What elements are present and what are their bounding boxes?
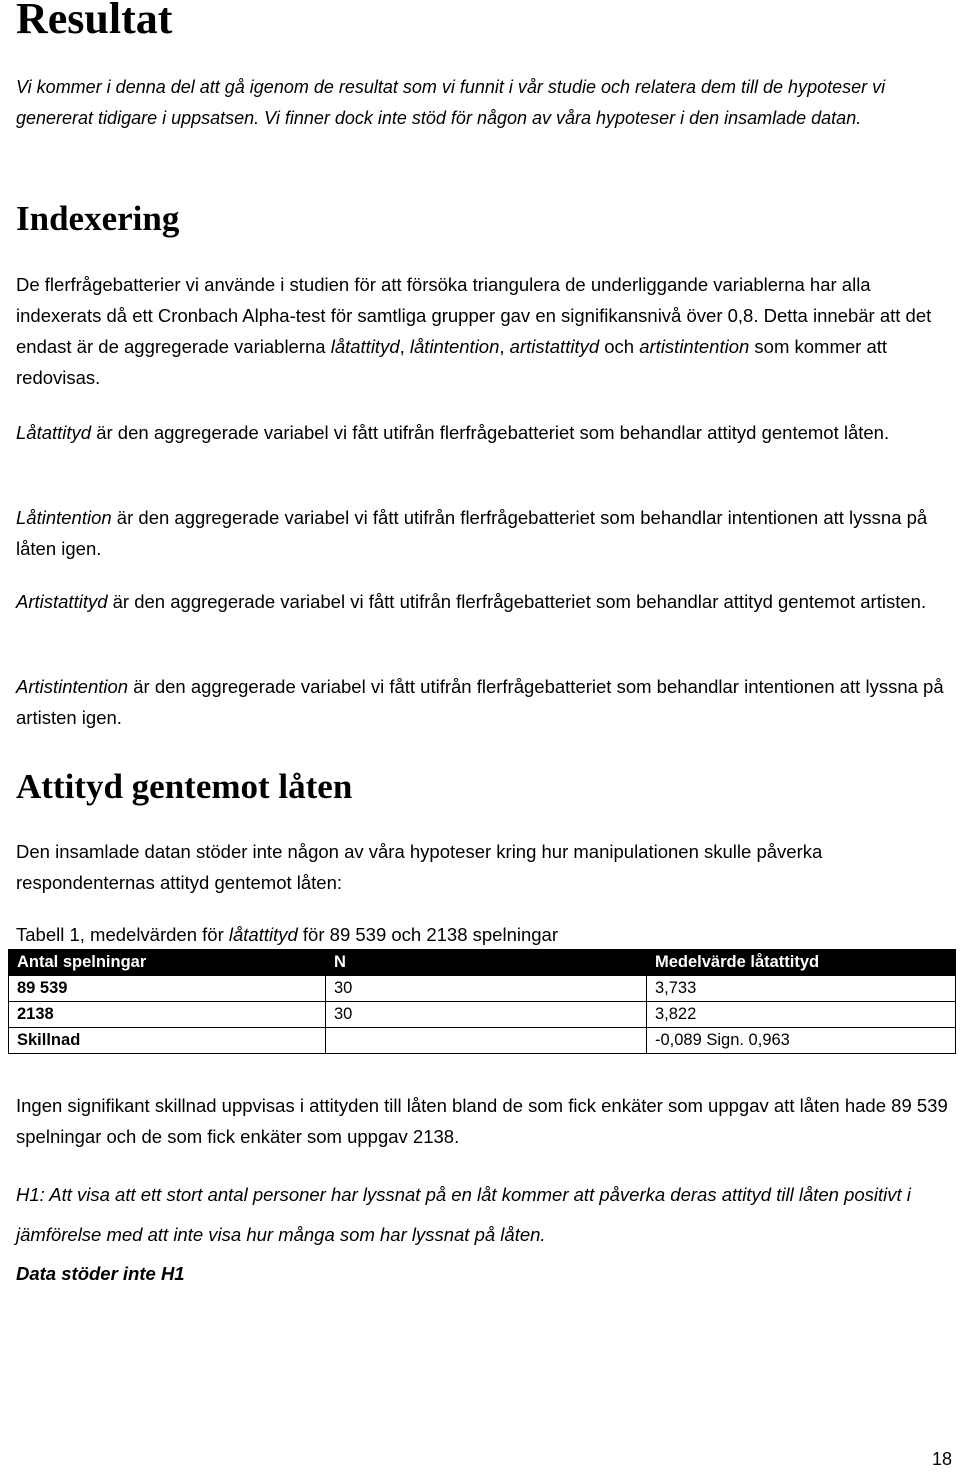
table-header-row [9,950,956,976]
variable-latintention: låtintention [409,336,500,357]
cell-spelningar: 89 539 [9,976,326,1002]
cell-skillnad-value: -0,089 Sign. 0,963 [647,1028,956,1054]
heading-resultat: Resultat [16,0,173,43]
indexering-paragraph [16,269,956,393]
cell-n: 30 [326,976,647,1002]
definition-artistattityd [16,586,956,617]
variable-artistattityd: artistattityd [509,336,600,357]
definition-text: är den aggregerade variabel vi fått utifrån flerfrågebatteriet som behandlar attityd gentemot låten. [91,422,890,443]
table-caption-variable: låtattityd [228,924,298,945]
indexering-text: De flerfrågebatterier vi använde i studien för att försöka triangulera de underliggande variablerna har alla indexerats då ett Cronbach Alpha-test för samtliga grupper gav en signifikansnivå över 0,8. Detta innebär att det endast är de aggregerade variablerna [16,274,932,357]
results-table [8,949,956,1054]
table-caption [16,922,558,948]
header-antal-spelningar: Antal spelningar [9,950,326,976]
definition-text: är den aggregerade variabel vi fått utifrån flerfrågebatteriet som behandlar attityd gentemot artisten. [107,591,927,612]
cell-spelningar: 2138 [9,1002,326,1028]
conclusion-h1: Data stöder inte H1 [16,1263,185,1284]
heading-attityd-gentemot-laten: Attityd gentemot låten [16,767,353,806]
definition-term: Artistattityd [16,591,108,612]
attityd-paragraph: Den insamlade datan stöder inte någon av våra hypoteser kring hur manipulationen skulle påverka respondenternas attityd gentemot låten: [16,841,823,893]
header-n: N [326,950,647,976]
cell-n: 30 [326,1002,647,1028]
definition-latintention [16,502,956,564]
conjunction: och [599,336,640,357]
table-caption-post: för 89 539 och 2138 spelningar [297,924,559,945]
definition-term: Låtattityd [16,422,92,443]
table-row [9,1028,956,1054]
definition-latattityd [16,417,956,448]
table-caption-pre: medelvärden för [84,924,229,945]
header-medelvarde: Medelvärde låtattityd [647,950,956,976]
page-number: 18 [931,1449,952,1469]
cell-skillnad-label: Skillnad [9,1028,326,1054]
table-row [9,976,956,1002]
separator: , [499,336,510,357]
definition-term: Låtintention [16,507,112,528]
indexering-text-end: som kommer att redovisas. [16,336,888,388]
result-paragraph: Ingen signifikant skillnad uppvisas i attityden till låten bland de som fick enkäter som uppgav att låten hade 89 539 spelningar och de som fick enkäter som uppgav 2138. [16,1095,948,1147]
hypothesis-h1: H1: Att visa att ett stort antal personer har lyssnat på en låt kommer att påverka deras attityd till låten positivt i jämförelse med att inte visa hur många som har lyssnat på låten. [16,1184,911,1245]
separator: , [399,336,410,357]
definition-artistintention [16,671,956,733]
cell-n [326,1028,647,1054]
variable-artistintention: artistintention [639,336,750,357]
definition-text: är den aggregerade variabel vi fått utifrån flerfrågebatteriet som behandlar intentionen att lyssna på artisten igen. [16,676,944,728]
table-row [9,1002,956,1028]
cell-medelvarde: 3,822 [647,1002,956,1028]
definition-text: är den aggregerade variabel vi fått utifrån flerfrågebatteriet som behandlar intentionen att lyssna på låten igen. [16,507,928,559]
cell-medelvarde: 3,733 [647,976,956,1002]
definition-term: Artistintention [16,676,129,697]
table-caption-label: Tabell 1, [16,924,85,945]
heading-indexering: Indexering [16,199,180,238]
intro-paragraph: Vi kommer i denna del att gå igenom de resultat som vi funnit i vår studie och relatera dem till de hypoteser vi genererat tidigare i uppsatsen. Vi finner dock inte stöd för någon av våra hypoteser i den insamlade datan. [16,77,886,128]
variable-latattityd: låtattityd [330,336,400,357]
